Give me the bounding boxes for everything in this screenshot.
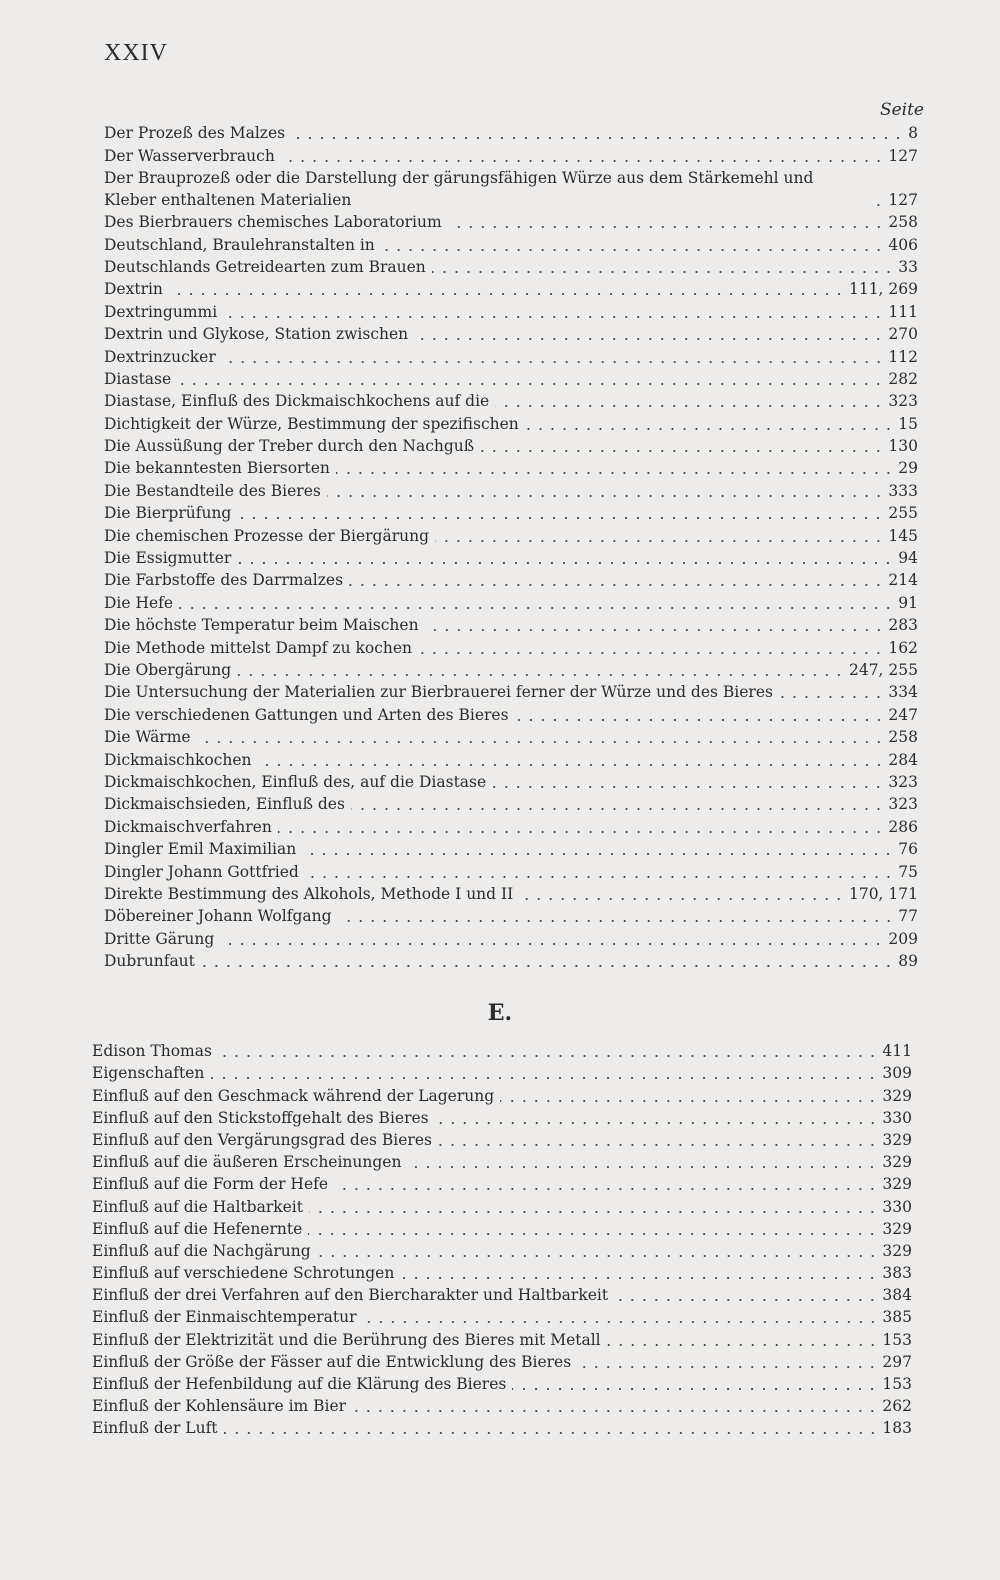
dot-leader bbox=[222, 361, 885, 363]
index-entry bbox=[92, 1107, 912, 1129]
index-entry bbox=[92, 1417, 912, 1439]
entry-page-number: 330 bbox=[882, 1197, 912, 1216]
entry-term: Dubrunfaut bbox=[104, 952, 195, 971]
entry-page-number: 29 bbox=[898, 459, 918, 478]
dot-leader bbox=[435, 540, 884, 542]
dot-leader bbox=[870, 204, 884, 206]
entry-term: Dichtigkeit der Würze, Bestimmung der spezifischen bbox=[104, 414, 519, 433]
index-entry bbox=[92, 1218, 912, 1240]
entry-term: Einfluß auf die äußeren Erscheinungen bbox=[92, 1153, 402, 1172]
entry-term: Deutschland, Braulehranstalten in bbox=[104, 235, 375, 254]
dot-leader bbox=[201, 965, 894, 967]
index-entry bbox=[104, 905, 918, 927]
entry-term: Der Prozeß des Malzes bbox=[104, 124, 286, 143]
dot-leader bbox=[218, 1055, 878, 1057]
dot-leader bbox=[438, 1144, 878, 1146]
entry-page-number: 33 bbox=[898, 257, 918, 276]
entry-page-number: 8 bbox=[908, 124, 918, 143]
entry-page-number: 329 bbox=[882, 1241, 912, 1260]
entry-term: Die Bierprüfung bbox=[104, 504, 232, 523]
index-entry bbox=[104, 636, 918, 658]
dot-leader bbox=[308, 1233, 878, 1235]
entry-page-number: 153 bbox=[882, 1375, 912, 1393]
index-entry bbox=[92, 1373, 912, 1395]
entry-page-number: 385 bbox=[882, 1308, 912, 1327]
dot-leader bbox=[418, 652, 884, 654]
dot-leader bbox=[220, 943, 884, 945]
dot-leader bbox=[177, 383, 884, 385]
dot-leader bbox=[525, 428, 894, 430]
index-entry bbox=[104, 748, 918, 770]
entry-term: Der Wasserverbrauch bbox=[104, 146, 275, 165]
entry-page-number: 89 bbox=[898, 952, 918, 971]
entry-term: Einfluß auf den Geschmack während der Lagerung bbox=[92, 1086, 495, 1105]
entry-page-number: 183 bbox=[882, 1419, 912, 1438]
entry-term: Die Obergärung bbox=[104, 660, 232, 679]
dot-leader bbox=[414, 338, 884, 340]
entry-page-number: 286 bbox=[888, 817, 918, 836]
dot-leader bbox=[779, 696, 884, 698]
entry-term: Die höchste Temperatur beim Maischen bbox=[104, 616, 419, 635]
index-entry bbox=[104, 524, 918, 546]
entry-term: Einfluß der Elektrizität und die Berührung des Bieres mit Metall bbox=[92, 1330, 601, 1349]
entry-term: Dextrinzucker bbox=[104, 347, 216, 366]
dot-leader bbox=[407, 1166, 878, 1168]
entry-term: Die Aussüßung der Treber durch den Nachguß bbox=[104, 437, 475, 456]
index-entry bbox=[104, 659, 918, 681]
index-entry bbox=[104, 233, 918, 255]
entry-page-number: 283 bbox=[888, 616, 918, 635]
entry-term: Die Farbstoffe des Darrmalzes bbox=[104, 571, 344, 590]
entry-page-number: 247, 255 bbox=[848, 660, 918, 679]
entry-term: Dextrin bbox=[104, 280, 163, 299]
index-entry bbox=[104, 815, 918, 837]
dot-leader bbox=[305, 876, 894, 878]
index-entry bbox=[104, 390, 918, 412]
entry-page-number: 77 bbox=[898, 907, 918, 926]
dot-leader bbox=[237, 674, 845, 676]
entry-term: Die Hefe bbox=[104, 593, 174, 612]
entry-term: Direkte Bestimmung des Alkohols, Methode I und II bbox=[104, 884, 514, 903]
entry-term: Deutschlands Getreidearten zum Brauen bbox=[104, 257, 426, 276]
index-entry bbox=[92, 1262, 912, 1284]
entry-page-number: 214 bbox=[888, 571, 918, 590]
entry-page-number: 329 bbox=[882, 1219, 912, 1238]
entry-term: Die Wärme bbox=[104, 728, 191, 747]
entry-page-number: 258 bbox=[888, 728, 918, 747]
entry-page-number: 75 bbox=[898, 862, 918, 881]
entry-page-number: 406 bbox=[888, 235, 918, 254]
index-entry bbox=[104, 300, 918, 322]
dot-leader bbox=[317, 1255, 879, 1257]
dot-leader bbox=[237, 562, 894, 564]
entry-term: Dingler Emil Maximilian bbox=[104, 840, 297, 859]
index-entry bbox=[104, 368, 918, 390]
index-entry bbox=[92, 1284, 912, 1306]
entry-term: Diastase bbox=[104, 369, 172, 388]
index-entry bbox=[104, 435, 918, 457]
entry-term: Dickmaischsieden, Einfluß des bbox=[104, 795, 345, 814]
entry-page-number: 323 bbox=[888, 772, 918, 791]
entry-page-number: 111, 269 bbox=[848, 280, 918, 299]
entry-term: Einfluß der Kohlensäure im Bier bbox=[92, 1397, 347, 1416]
index-entry bbox=[92, 1306, 912, 1328]
entry-term: Einfluß der Hefenbildung auf die Klärung des Bieres bbox=[92, 1375, 507, 1393]
entry-term: Einfluß auf verschiedene Schrotungen bbox=[92, 1264, 395, 1283]
dot-leader bbox=[169, 293, 845, 295]
entry-term: Diastase, Einfluß des Dickmaischkochens auf die bbox=[104, 392, 490, 411]
dot-leader bbox=[381, 249, 885, 251]
entry-page-number: 309 bbox=[882, 1064, 912, 1083]
index-entry bbox=[92, 1351, 912, 1373]
entry-term: Dickmaischverfahren bbox=[104, 817, 272, 836]
entry-page-number: 145 bbox=[888, 526, 918, 545]
entry-term: Dextrin und Glykose, Station zwischen bbox=[104, 325, 409, 344]
index-entry bbox=[104, 457, 918, 479]
entry-page-number: 334 bbox=[888, 683, 918, 702]
entry-page-number: 323 bbox=[888, 392, 918, 411]
entry-term: Döbereiner Johann Wolfgang bbox=[104, 907, 332, 926]
index-entry bbox=[104, 278, 918, 300]
index-entry bbox=[104, 591, 918, 613]
entry-term: Edison Thomas bbox=[92, 1042, 212, 1061]
page-column-label: Seite bbox=[879, 100, 924, 120]
index-entry bbox=[104, 703, 918, 725]
dot-leader bbox=[309, 1211, 878, 1213]
index-entry bbox=[104, 345, 918, 367]
entry-page-number: 15 bbox=[898, 414, 918, 433]
index-entry bbox=[104, 323, 918, 345]
index-section-d bbox=[104, 122, 918, 972]
entry-term: Einfluß auf den Vergärungsgrad des Bieres bbox=[92, 1130, 432, 1149]
dot-leader bbox=[179, 607, 894, 609]
entry-term: Einfluß der Größe der Fässer auf die Entwicklung des Bieres bbox=[92, 1352, 572, 1371]
index-entry bbox=[104, 838, 918, 860]
index-entry bbox=[104, 256, 918, 278]
entry-page-number: 91 bbox=[898, 593, 918, 612]
index-entry bbox=[104, 502, 918, 524]
dot-leader bbox=[614, 1299, 878, 1301]
dot-leader bbox=[500, 1100, 878, 1102]
entry-page-number: 127 bbox=[888, 146, 918, 165]
entry-term: Einfluß auf die Haltbarkeit bbox=[92, 1197, 303, 1216]
entry-term: Die chemischen Prozesse der Biergärung bbox=[104, 526, 430, 545]
entry-page-number: 162 bbox=[888, 638, 918, 657]
index-entry bbox=[104, 860, 918, 882]
entry-page-number: 209 bbox=[888, 929, 918, 948]
index-entry bbox=[92, 1195, 912, 1217]
entry-page-number: 383 bbox=[882, 1264, 912, 1283]
entry-page-number: 329 bbox=[882, 1086, 912, 1105]
entry-term: Die Bestandteile des Bieres bbox=[104, 481, 321, 500]
entry-term: Einfluß der Einmaischtemperatur bbox=[92, 1308, 357, 1327]
entry-term: Die Methode mittelst Dampf zu kochen bbox=[104, 638, 413, 657]
entry-page-number: 127 bbox=[888, 190, 918, 209]
entry-page-number: 333 bbox=[888, 481, 918, 500]
index-entry bbox=[104, 122, 918, 144]
entry-page-number: 170, 171 bbox=[848, 884, 918, 903]
dot-leader bbox=[224, 1432, 879, 1434]
entry-page-number: 247 bbox=[888, 705, 918, 724]
entry-term: Die bekanntesten Biersorten bbox=[104, 459, 330, 478]
index-entry bbox=[104, 412, 918, 434]
entry-page-number: 255 bbox=[888, 504, 918, 523]
index-entry bbox=[104, 681, 918, 703]
index-entry bbox=[104, 167, 918, 211]
dot-leader bbox=[349, 584, 884, 586]
index-entry bbox=[104, 793, 918, 815]
dot-leader bbox=[338, 920, 895, 922]
entry-page-number: 153 bbox=[882, 1330, 912, 1349]
index-entry bbox=[92, 1084, 912, 1106]
entry-page-number: 329 bbox=[882, 1130, 912, 1149]
entry-term: Einfluß auf die Nachgärung bbox=[92, 1241, 311, 1260]
entry-page-number: 111 bbox=[888, 302, 918, 321]
entry-term: Des Bierbrauers chemisches Laboratorium bbox=[104, 213, 442, 232]
entry-page-number: 323 bbox=[888, 795, 918, 814]
entry-page-number: 94 bbox=[898, 549, 918, 568]
entry-term: Dingler Johann Gottfried bbox=[104, 862, 299, 881]
index-entry bbox=[92, 1240, 912, 1262]
dot-leader bbox=[302, 853, 894, 855]
entry-term: Eigenschaften bbox=[92, 1064, 205, 1083]
dot-leader bbox=[351, 808, 885, 810]
entry-page-number: 329 bbox=[882, 1175, 912, 1194]
entry-page-number: 130 bbox=[888, 437, 918, 456]
dot-leader bbox=[352, 1410, 878, 1412]
entry-term: Einfluß auf den Stickstoffgehalt des Bieres bbox=[92, 1108, 429, 1127]
entry-page-number: 330 bbox=[882, 1108, 912, 1127]
entry-page-number: 384 bbox=[882, 1286, 912, 1305]
dot-leader bbox=[607, 1344, 879, 1346]
index-entry bbox=[104, 726, 918, 748]
section-letter-e: E. bbox=[487, 1000, 513, 1026]
index-entry bbox=[92, 1328, 912, 1350]
dot-leader bbox=[223, 316, 884, 318]
dot-leader bbox=[336, 472, 894, 474]
entry-term: Die Essigmutter bbox=[104, 549, 232, 568]
entry-page-number: 270 bbox=[888, 325, 918, 344]
index-entry bbox=[104, 569, 918, 591]
index-entry bbox=[92, 1151, 912, 1173]
index-entry bbox=[104, 547, 918, 569]
index-entry bbox=[92, 1395, 912, 1417]
dot-leader bbox=[334, 1188, 878, 1190]
dot-leader bbox=[291, 137, 904, 139]
entry-term: Einfluß auf die Form der Hefe bbox=[92, 1175, 329, 1194]
entry-page-number: 112 bbox=[888, 347, 918, 366]
dot-leader bbox=[281, 160, 885, 162]
dot-leader bbox=[432, 271, 895, 273]
entry-page-number: 297 bbox=[882, 1352, 912, 1371]
index-entry bbox=[104, 771, 918, 793]
dot-leader bbox=[448, 226, 885, 228]
index-entry bbox=[92, 1040, 912, 1062]
index-entry bbox=[92, 1173, 912, 1195]
entry-page-number: 329 bbox=[882, 1153, 912, 1172]
entry-term: Dickmaischkochen, Einfluß des, auf die Diastase bbox=[104, 772, 487, 791]
entry-term: Dextringummi bbox=[104, 302, 218, 321]
index-section-e bbox=[92, 1040, 912, 1439]
index-entry bbox=[92, 1129, 912, 1151]
entry-page-number: 76 bbox=[898, 840, 918, 859]
dot-leader bbox=[210, 1077, 878, 1079]
entry-term: Der Brauprozeß oder die Darstellung der gärungsfähigen Würze aus dem Stärkemehl und Kleber enthaltenen Materialien bbox=[104, 168, 814, 209]
entry-page-number: 262 bbox=[882, 1397, 912, 1416]
dot-leader bbox=[519, 898, 845, 900]
dot-leader bbox=[495, 405, 884, 407]
index-entry bbox=[104, 144, 918, 166]
entry-page-number: 411 bbox=[882, 1042, 912, 1061]
index-entry bbox=[104, 211, 918, 233]
entry-page-number: 258 bbox=[888, 213, 918, 232]
entry-term: Dritte Gärung bbox=[104, 929, 215, 948]
dot-leader bbox=[435, 1122, 879, 1124]
entry-term: Einfluß der Luft bbox=[92, 1419, 218, 1438]
dot-leader bbox=[512, 1388, 878, 1390]
dot-leader bbox=[425, 629, 885, 631]
dot-leader bbox=[327, 495, 885, 497]
dot-leader bbox=[278, 831, 885, 833]
index-entry bbox=[92, 1062, 912, 1084]
index-entry bbox=[104, 883, 918, 905]
page-folio: XXIV bbox=[104, 40, 168, 66]
entry-page-number: 284 bbox=[888, 750, 918, 769]
index-entry bbox=[104, 614, 918, 636]
dot-leader bbox=[515, 719, 885, 721]
entry-term: Dickmaischkochen bbox=[104, 750, 252, 769]
entry-term: Einfluß auf die Hefenernte bbox=[92, 1219, 303, 1238]
entry-term: Einfluß der drei Verfahren auf den Biercharakter und Haltbarkeit bbox=[92, 1286, 609, 1305]
dot-leader bbox=[237, 517, 884, 519]
index-entry bbox=[104, 479, 918, 501]
entry-term: Die Untersuchung der Materialien zur Bierbrauerei ferner der Würze und des Bieres bbox=[104, 683, 773, 702]
dot-leader bbox=[197, 741, 885, 743]
index-entry bbox=[104, 927, 918, 949]
dot-leader bbox=[363, 1321, 879, 1323]
dot-leader bbox=[492, 786, 884, 788]
entry-term: Die verschiedenen Gattungen und Arten des Bieres bbox=[104, 705, 509, 724]
entry-page-number: 282 bbox=[888, 369, 918, 388]
dot-leader bbox=[577, 1366, 878, 1368]
dot-leader bbox=[400, 1277, 878, 1279]
dot-leader bbox=[480, 450, 884, 452]
index-entry bbox=[104, 950, 918, 972]
dot-leader bbox=[258, 764, 885, 766]
